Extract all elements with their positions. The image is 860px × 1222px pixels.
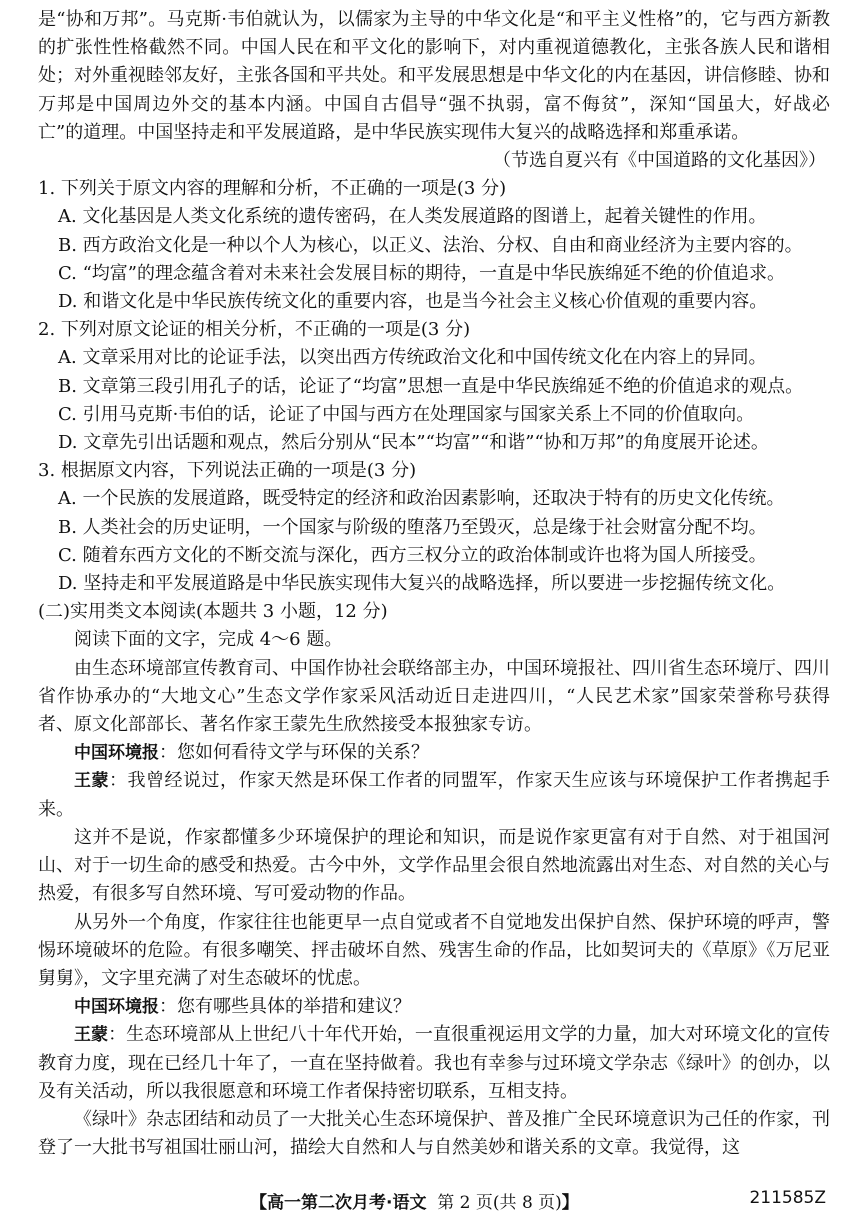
question-stem: 1. 下列关于原文内容的理解和分析，不正确的一项是(3 分)	[38, 178, 507, 200]
footer-bracket-close: 】	[561, 1193, 579, 1213]
interview-answer-2	[38, 1021, 830, 1106]
page-content	[38, 6, 830, 1162]
answer-paragraph: 从另外一个角度，作家往往也能更早一点自觉或者不自觉地发出保护自然、保护环境的呼声，警惕环境破坏的危险。有很多嘲笑、抨击破坏自然、残害生命的作品，比如契诃夫的《草原》《万尼亚舅舅》，文字里充满了对生态破坏的忧虑。	[38, 911, 830, 989]
question-1	[38, 175, 830, 316]
option-b: B. 人类社会的历史证明，一个国家与阶级的堕落乃至毁灭，总是缘于社会财富分配不均。	[58, 516, 767, 538]
option-c: C. 引用马克斯·韦伯的话，论证了中国与西方在处理国家与国家关系上不同的价值取向。	[58, 403, 755, 425]
question-stem: 2. 下列对原文论证的相关分析，不正确的一项是(3 分)	[38, 319, 471, 341]
speaker-label: 中国环境报	[74, 743, 159, 764]
interview-intro: 由生态环境部宣传教育司、中国作协社会联络部主办，中国环境报社、四川省生态环境厅、四川省作协承办的“大地文心”生态文学作家采风活动近日走进四川，“人民艺术家”国家荣誉称号获得者、原文化部部长、著名作家王蒙先生欣然接受本报独家专访。	[38, 657, 830, 736]
footer-center	[250, 1188, 579, 1213]
answer-paragraph: 这并不是说，作家都懂多少环境保护的理论和知识，而是说作家更富有对于自然、对于祖国河山、对于一切生命的感受和热爱。古今中外，文学作品里会很自然地流露出对生态、对自然的关心与热爱，有很多写自然环境、写可爱动物的作品。	[38, 826, 830, 905]
question-2	[38, 316, 830, 457]
footer-bracket-open: 【	[250, 1193, 267, 1213]
speaker-label: 中国环境报	[74, 997, 159, 1018]
speaker-label: 王蒙	[74, 1025, 109, 1046]
speaker-label: 王蒙	[74, 771, 109, 792]
question-3	[38, 457, 830, 598]
option-a: A. 一个民族的发展道路，既受特定的经济和政治因素影响，还取决于特有的历史文化传统。	[58, 488, 785, 510]
question-text: ：您有哪些具体的举措和建议？	[159, 996, 411, 1018]
answer-paragraph: 《绿叶》杂志团结和动员了一大批关心生态环境保护、普及推广全民环境意识为己任的作家，刊登了一大批书写祖国壮丽山河，描绘大自然和人与自然美妙和谐关系的文章。我觉得，这	[38, 1108, 830, 1159]
option-d: D. 和谐文化是中华民族传统文化的重要内容，也是当今社会主义核心价值观的重要内容。	[58, 291, 768, 313]
option-d: D. 文章先引出话题和观点，然后分别从“民本”“均富”“和谐”“协和万邦”的角度展开论述。	[58, 432, 769, 454]
option-a: A. 文化基因是人类文化系统的遗传密码，在人类发展道路的图谱上，起着关键性的作用。	[58, 206, 767, 228]
passage-source: （节选自夏兴有《中国道路的文化基因》）	[493, 150, 826, 172]
option-b: B. 西方政治文化是一种以个人为核心，以正义、法治、分权、自由和商业经济为主要内容的。	[58, 234, 803, 256]
answer-text: ：我曾经说过，作家天然是环保工作者的同盟军，作家天生应该与环境保护工作者携起手来。	[38, 770, 830, 820]
footer-page-number: 第 2 页(共 8 页)	[437, 1193, 562, 1213]
section-header: (二)实用类文本阅读(本题共 3 小题，12 分)	[38, 601, 388, 623]
option-c: C. “均富”的理念蕴含着对未来社会发展目标的期待，一直是中华民族绵延不绝的价值追求。	[58, 262, 785, 284]
option-c: C. 随着东西方文化的不断交流与深化，西方三权分立的政治体制或许也将为国人所接受。	[58, 544, 767, 566]
passage-paragraph: 是“协和万邦”。马克斯·韦伯就认为，以儒家为主导的中华文化是“和平主义性格”的，它与西方新教的扩张性性格截然不同。中国人民在和平文化的影响下，对内重视道德教化，主张各族人民和谐相处；对外重视睦邻友好，主张各国和平共处。和平发展思想是中华文化的内在基因，讲信修睦、协和万邦是中国周边外交的基本内涵。中国自古倡导“强不执弱，富不侮贫”，深知“国虽大，好战必亡”的道理。中国坚持走和平发展道路，是中华民族实现伟大复兴的战略选择和郑重承诺。	[38, 9, 830, 143]
option-b: B. 文章第三段引用孔子的话，论证了“均富”思想一直是中华民族绵延不绝的价值追求的观点。	[58, 375, 804, 397]
reading-instruction: 阅读下面的文字，完成 4～6 题。	[74, 629, 343, 651]
question-text: ：您如何看待文学与环保的关系？	[159, 742, 429, 764]
option-d: D. 坚持走和平发展道路是中华民族实现伟大复兴的战略选择，所以要进一步挖掘传统文化。	[58, 573, 786, 595]
page-footer	[0, 1188, 860, 1216]
answer-text: ：生态环境部从上世纪八十年代开始，一直很重视运用文学的力量，加大对环境文化的宣传教育力度，现在已经几十年了，一直在坚持做着。我也有幸参与过环境文学杂志《绿叶》的创办，以及有关活动，所以我很愿意和环境工作者保持密切联系，互相支持。	[38, 1024, 831, 1102]
interview-answer-1	[38, 767, 830, 823]
footer-exam-title: 高一第二次月考·语文	[267, 1193, 427, 1213]
footer-exam-code: 211585Z	[749, 1188, 826, 1208]
question-stem: 3. 根据原文内容，下列说法正确的一项是(3 分)	[38, 460, 417, 482]
interview-question-1	[38, 739, 830, 767]
interview-question-2	[38, 993, 830, 1021]
option-a: A. 文章采用对比的论证手法，以突出西方传统政治文化和中国传统文化在内容上的异同。	[58, 347, 767, 369]
